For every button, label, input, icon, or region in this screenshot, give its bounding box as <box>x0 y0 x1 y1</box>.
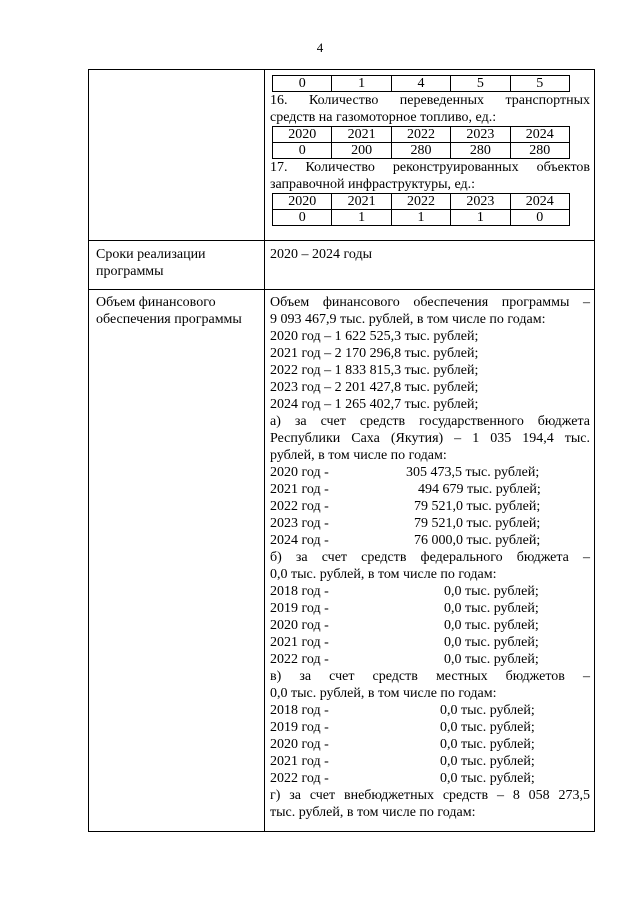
indicator-16-title: 16. Количество переведенных транспортных <box>270 93 590 108</box>
funding-label-line: обеспечения программы <box>96 312 242 327</box>
year-cell: 2021 <box>332 194 391 210</box>
funding-amount: 0,0 тыс. рублей; <box>440 737 535 752</box>
page-number: 4 <box>316 40 324 55</box>
value-cell: 1 <box>332 210 391 226</box>
terms-value: 2020 – 2024 годы <box>270 247 373 262</box>
indicator-17-title-cont: заправочной инфраструктуры, ед.: <box>270 177 476 192</box>
funding-line <box>270 617 590 634</box>
funding-year: 2023 год - <box>270 516 329 531</box>
funding-line: г) за счет внебюджетных средств – 8 058 273,5 <box>270 788 590 803</box>
terms-label-line: программы <box>96 264 164 279</box>
funding-year: 2022 год - <box>270 652 329 667</box>
value-cell: 280 <box>391 143 450 159</box>
indicator-17-title: 17. Количество реконструированных объектов <box>270 160 590 175</box>
value-cell: 200 <box>332 143 391 159</box>
funding-label <box>96 294 256 328</box>
funding-year: 2020 год - <box>270 737 329 752</box>
funding-text <box>270 294 590 821</box>
funding-amount: 0,0 тыс. рублей; <box>444 652 539 667</box>
table-cell: 0 <box>273 76 332 92</box>
funding-year: 2020 год - <box>270 465 329 480</box>
funding-line: 2020 год – 1 622 525,3 тыс. рублей; <box>270 329 479 344</box>
value-cell: 1 <box>391 210 450 226</box>
funding-line <box>270 634 590 651</box>
funding-line: рублей, в том числе по годам: <box>270 448 447 463</box>
funding-line: 2022 год – 1 833 815,3 тыс. рублей; <box>270 363 479 378</box>
indicators-cell <box>270 75 590 226</box>
year-cell: 2020 <box>273 127 332 143</box>
year-cell: 2022 <box>391 194 450 210</box>
funding-line <box>270 515 590 532</box>
funding-amount: 0,0 тыс. рублей; <box>444 618 539 633</box>
value-cell: 0 <box>510 210 569 226</box>
funding-line <box>270 719 590 736</box>
funding-year: 2018 год - <box>270 584 329 599</box>
funding-line <box>270 702 590 719</box>
terms-label-line: Сроки реализации <box>96 247 206 262</box>
funding-line <box>270 770 590 787</box>
funding-amount: 76 000,0 тыс. рублей; <box>414 533 541 548</box>
funding-line: б) за счет средств федерального бюджета – <box>270 550 590 565</box>
funding-amount: 0,0 тыс. рублей; <box>444 584 539 599</box>
funding-line <box>270 498 590 515</box>
row-divider <box>89 240 594 241</box>
funding-line: 2024 год – 1 265 402,7 тыс. рублей; <box>270 397 479 412</box>
year-cell: 2020 <box>273 194 332 210</box>
funding-amount: 0,0 тыс. рублей; <box>444 635 539 650</box>
value-cell: 0 <box>273 143 332 159</box>
indicator-17-table <box>272 193 570 226</box>
funding-line <box>270 532 590 549</box>
funding-year: 2020 год - <box>270 618 329 633</box>
column-divider <box>264 70 265 831</box>
year-cell: 2022 <box>391 127 450 143</box>
funding-line <box>270 753 590 770</box>
funding-amount: 0,0 тыс. рублей; <box>440 720 535 735</box>
value-cell: 280 <box>510 143 569 159</box>
funding-year: 2022 год - <box>270 499 329 514</box>
funding-line <box>270 583 590 600</box>
table-cell: 5 <box>510 76 569 92</box>
indicator-15-values-table <box>272 75 570 92</box>
funding-amount: 494 679 тыс. рублей; <box>418 482 541 497</box>
funding-line: Республики Саха (Якутия) – 1 035 194,4 тыс. <box>270 431 590 446</box>
terms-label <box>96 246 256 280</box>
funding-line: 0,0 тыс. рублей, в том числе по годам: <box>270 567 497 582</box>
passport-table <box>88 69 595 832</box>
funding-line <box>270 651 590 668</box>
funding-line: Объем финансового обеспечения программы – <box>270 295 590 310</box>
funding-line: 0,0 тыс. рублей, в том числе по годам: <box>270 686 497 701</box>
year-cell: 2023 <box>451 194 510 210</box>
funding-line: в) за счет средств местных бюджетов – <box>270 669 590 684</box>
funding-year: 2024 год - <box>270 533 329 548</box>
funding-year: 2018 год - <box>270 703 329 718</box>
table-cell: 4 <box>391 76 450 92</box>
funding-amount: 0,0 тыс. рублей; <box>440 754 535 769</box>
funding-line: 2021 год – 2 170 296,8 тыс. рублей; <box>270 346 479 361</box>
funding-line <box>270 464 590 481</box>
funding-line <box>270 736 590 753</box>
funding-amount: 79 521,0 тыс. рублей; <box>414 516 541 531</box>
funding-label-line: Объем финансового <box>96 295 216 310</box>
value-cell: 1 <box>451 210 510 226</box>
indicator-16-table <box>272 126 570 159</box>
funding-amount: 79 521,0 тыс. рублей; <box>414 499 541 514</box>
year-cell: 2024 <box>510 127 569 143</box>
funding-amount: 0,0 тыс. рублей; <box>440 771 535 786</box>
row-divider <box>89 289 594 290</box>
funding-year: 2019 год - <box>270 720 329 735</box>
funding-amount: 0,0 тыс. рублей; <box>440 703 535 718</box>
funding-amount: 305 473,5 тыс. рублей; <box>406 465 540 480</box>
indicator-16-title-cont: средств на газомоторное топливо, ед.: <box>270 110 497 125</box>
table-cell: 1 <box>332 76 391 92</box>
value-cell: 0 <box>273 210 332 226</box>
year-cell: 2023 <box>451 127 510 143</box>
funding-year: 2022 год - <box>270 771 329 786</box>
value-cell: 280 <box>451 143 510 159</box>
funding-year: 2019 год - <box>270 601 329 616</box>
funding-line <box>270 481 590 498</box>
table-cell: 5 <box>451 76 510 92</box>
funding-year: 2021 год - <box>270 635 329 650</box>
funding-year: 2021 год - <box>270 754 329 769</box>
year-cell: 2024 <box>510 194 569 210</box>
funding-line: 2023 год – 2 201 427,8 тыс. рублей; <box>270 380 479 395</box>
funding-year: 2021 год - <box>270 482 329 497</box>
funding-amount: 0,0 тыс. рублей; <box>444 601 539 616</box>
funding-line: 9 093 467,9 тыс. рублей, в том числе по годам: <box>270 312 546 327</box>
funding-line: а) за счет средств государственного бюджета <box>270 414 590 429</box>
funding-line: тыс. рублей, в том числе по годам: <box>270 805 476 820</box>
year-cell: 2021 <box>332 127 391 143</box>
funding-line <box>270 600 590 617</box>
